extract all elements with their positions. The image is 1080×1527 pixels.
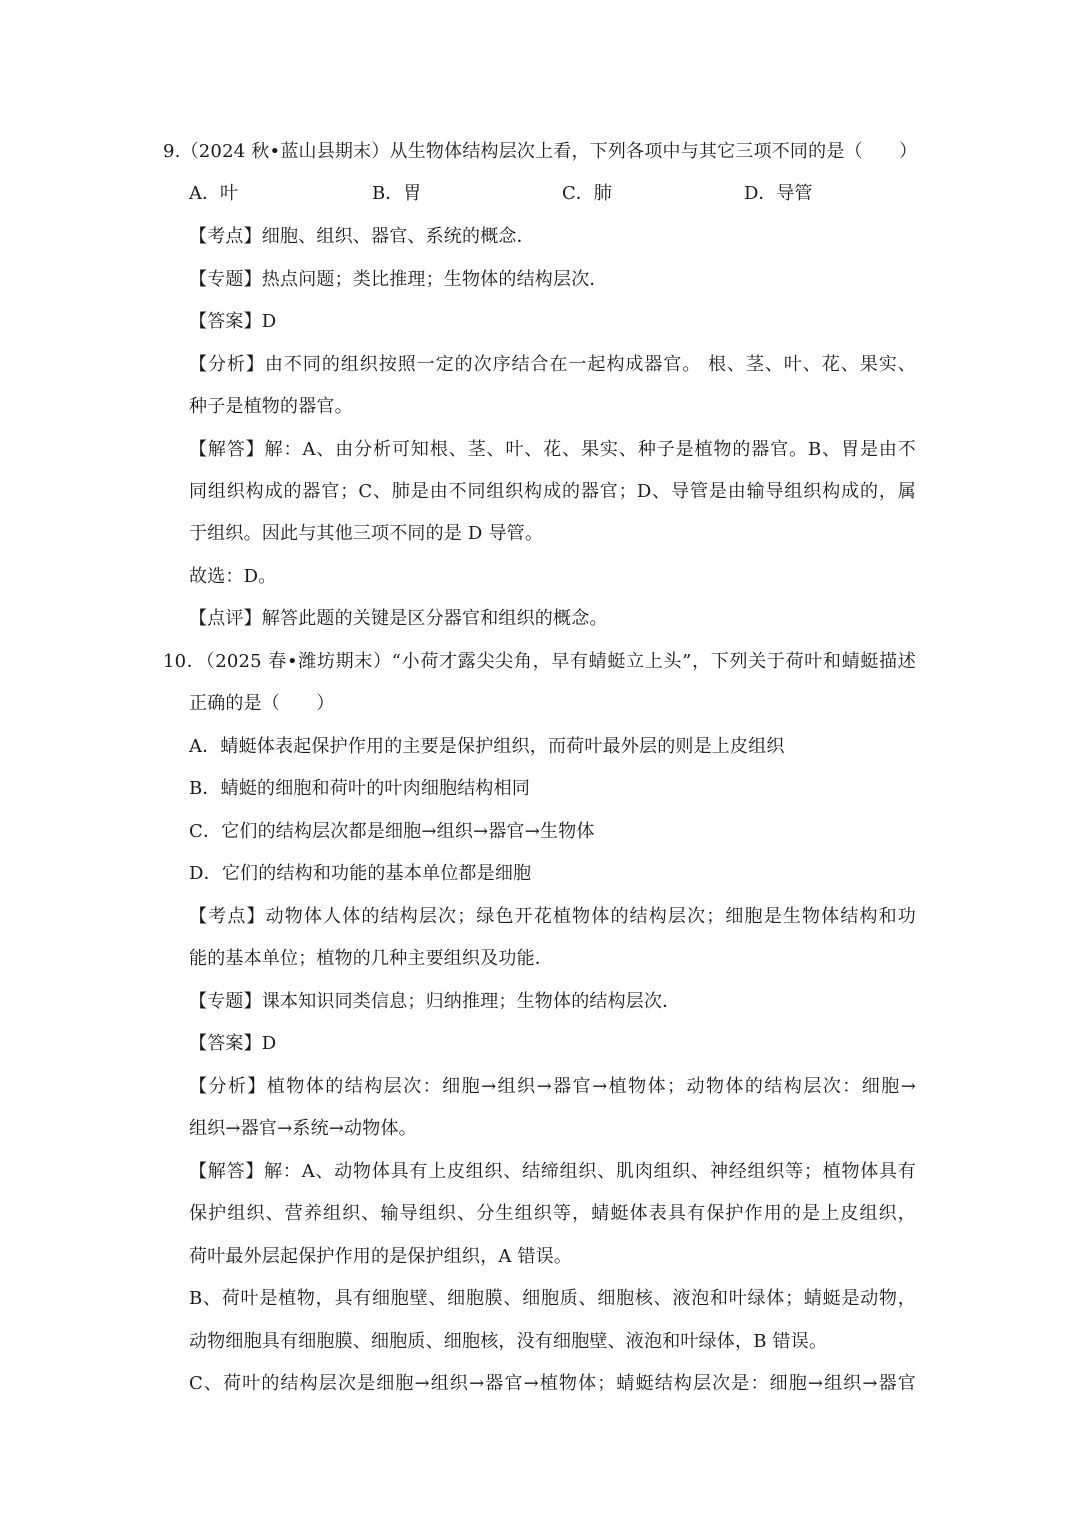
q9-option-b: B．胃 bbox=[372, 183, 422, 204]
q10-option-a: A．蜻蜓体表起保护作用的主要是保护组织，而荷叶最外层的则是上皮组织 bbox=[189, 736, 785, 757]
q10-option-d: D．它们的结构和功能的基本单位都是细胞 bbox=[189, 863, 532, 884]
q10-jieda-line-5: 动物细胞具有细胞膜、细胞质、细胞核，没有细胞壁、液泡和叶绿体，B 错误。 bbox=[189, 1331, 828, 1352]
q9-jieda-line-2: 同组织构成的器官；C、肺是由不同组织构成的器官；D、导管是由输导组织构成的，属 bbox=[189, 481, 916, 502]
q9-fenxi-line-1: 【分析】由不同的组织按照一定的次序结合在一起构成器官。 根、茎、叶、花、果实、 bbox=[189, 354, 916, 375]
q9-option-d: D．导管 bbox=[744, 183, 813, 204]
q9-fenxi-line-2: 种子是植物的器官。 bbox=[189, 396, 353, 417]
q10-zhuanti: 【专题】课本知识同类信息；归纳推理；生物体的结构层次． bbox=[189, 991, 681, 1012]
q10-jieda-line-3: 荷叶最外层起保护作用的是保护组织，A 错误。 bbox=[189, 1246, 573, 1267]
q9-option-c: C．肺 bbox=[562, 183, 612, 204]
q9-answer: 【答案】D bbox=[189, 311, 277, 332]
q10-jieda-line-1: 【解答】解：A、动物体具有上皮组织、结缔组织、肌肉组织、神经组织等；植物体具有 bbox=[189, 1161, 916, 1182]
q9-jieda-line-1: 【解答】解：A、由分析可知根、茎、叶、花、果实、种子是植物的器官。B、胃是由不 bbox=[189, 439, 916, 460]
q10-fenxi-line-1: 【分析】植物体的结构层次：细胞→组织→器官→植物体；动物体的结构层次：细胞→ bbox=[189, 1076, 916, 1097]
q10-answer: 【答案】D bbox=[189, 1033, 277, 1054]
q10-kaodian-line-2: 能的基本单位；植物的几种主要组织及功能． bbox=[189, 948, 553, 969]
q10-fenxi-line-2: 组织→器官→系统→动物体。 bbox=[189, 1118, 417, 1139]
q9-jieda-line-3: 于组织。因此与其他三项不同的是 D 导管。 bbox=[189, 523, 544, 544]
q10-option-c: C．它们的结构层次都是细胞→组织→器官→生物体 bbox=[189, 821, 595, 842]
q10-jieda-line-2: 保护组织、营养组织、输导组织、分生组织等，蜻蜓体表具有保护作用的是上皮组织， bbox=[189, 1203, 916, 1224]
question-10-stem-line-1: 10．（2025 春•潍坊期末）“小荷才露尖尖角，早有蜻蜓立上头”，下列关于荷叶和蜻蜓描述 bbox=[163, 651, 916, 672]
q9-kaodian: 【考点】细胞、组织、器官、系统的概念． bbox=[189, 226, 535, 247]
q10-jieda-line-4: B、荷叶是植物，具有细胞壁、细胞膜、细胞质、细胞核、液泡和叶绿体；蜻蜓是动物， bbox=[189, 1288, 916, 1309]
q9-zhuanti: 【专题】热点问题；类比推理；生物体的结构层次． bbox=[189, 269, 608, 290]
q10-option-b: B．蜻蜓的细胞和荷叶的叶肉细胞结构相同 bbox=[189, 778, 531, 799]
q9-guxuan: 故选：D。 bbox=[189, 566, 277, 587]
question-9-stem: 9.（2024 秋•蓝山县期末）从生物体结构层次上看，下列各项中与其它三项不同的是（ ） bbox=[163, 141, 918, 162]
q10-kaodian-line-1: 【考点】动物体人体的结构层次；绿色开花植物体的结构层次；细胞是生物体结构和功 bbox=[189, 906, 916, 927]
q9-option-a: A．叶 bbox=[189, 183, 238, 204]
q10-jieda-line-6: C、荷叶的结构层次是细胞→组织→器官→植物体；蜻蜓结构层次是：细胞→组织→器官 bbox=[189, 1373, 916, 1394]
question-10-stem-line-2: 正确的是（ ） bbox=[189, 693, 335, 714]
q9-dianping: 【点评】解答此题的关键是区分器官和组织的概念。 bbox=[189, 608, 608, 629]
